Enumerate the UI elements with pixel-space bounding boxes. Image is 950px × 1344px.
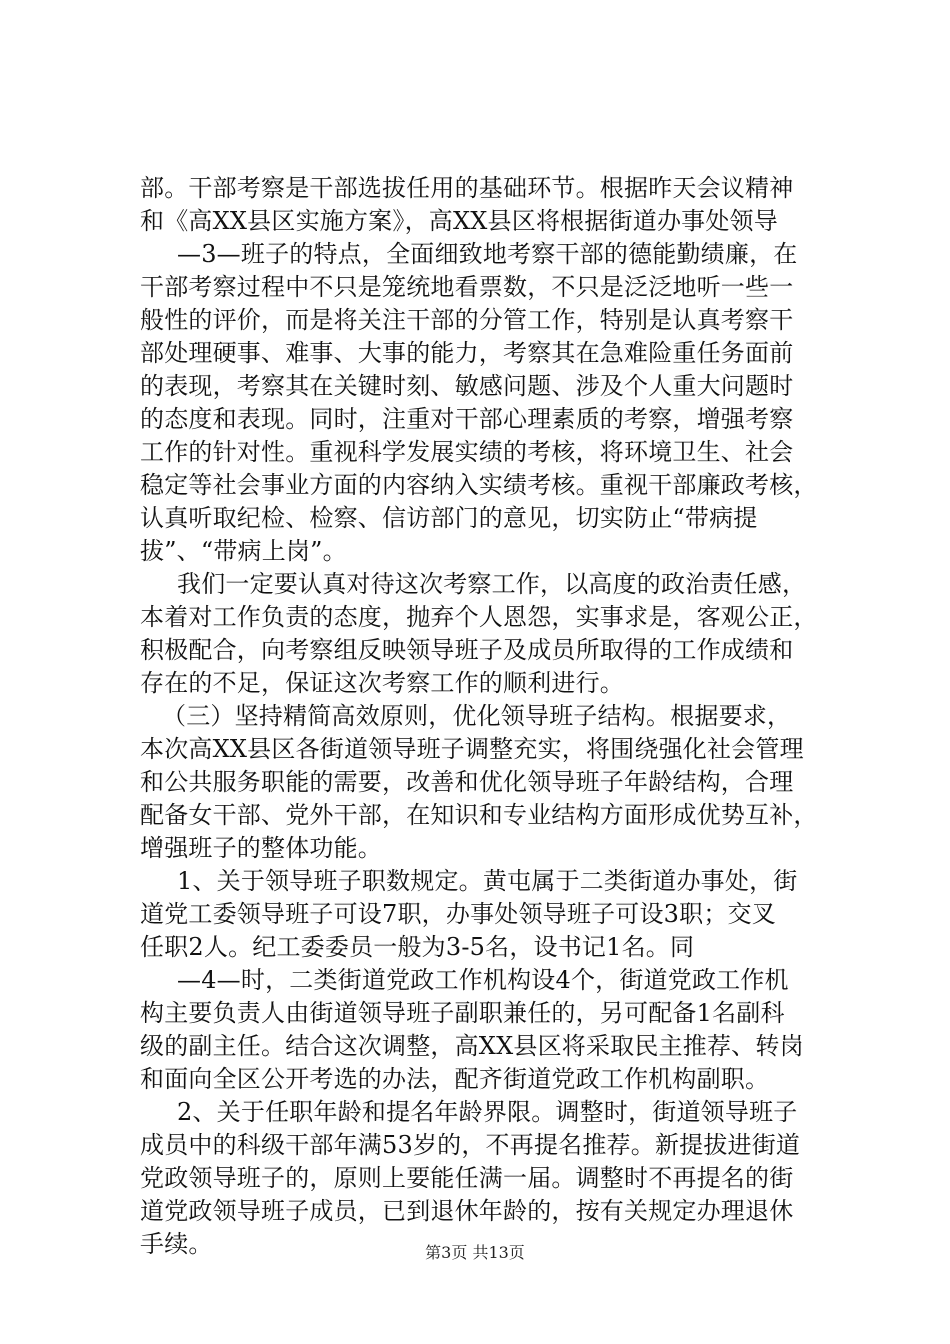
- text-line: 道党政领导班子成员，已到退休年龄的，按有关规定办理退休: [140, 1197, 794, 1225]
- text-line: 存在的不足，保证这次考察工作的顺利进行。: [140, 669, 624, 697]
- text-line: 我们一定要认真对待这次考察工作，以高度的政治责任感，: [177, 570, 807, 598]
- text-line: 认真听取纪检、检察、信访部门的意见，切实防止“带病提: [140, 504, 758, 532]
- text-line: 稳定等社会事业方面的内容纳入实绩考核。重视干部廉政考核，: [140, 471, 818, 499]
- text-line: 干部考察过程中不只是笼统地看票数，不只是泛泛地听一些一: [140, 273, 794, 301]
- text-line: 本次高XX县区各街道领导班子调整充实，将围绕强化社会管理: [140, 735, 804, 763]
- text-line: （三）坚持精简高效原则，优化领导班子结构。根据要求，: [162, 702, 792, 730]
- text-line: 拔”、“带病上岗”。: [140, 537, 347, 565]
- text-line: 本着对工作负责的态度，抛弃个人恩怨，实事求是，客观公正，: [140, 603, 818, 631]
- document-body: [140, 172, 830, 1261]
- text-line: 增强班子的整体功能。: [140, 834, 382, 862]
- text-line: 般性的评价，而是将关注干部的分管工作，特别是认真考察干: [140, 306, 794, 334]
- text-line: —3—班子的特点，全面细致地考察干部的德能勤绩廉，在: [177, 240, 798, 268]
- text-line: 手续。: [140, 1230, 213, 1258]
- text-line: 任职2人。纪工委委员一般为3-5名，设书记1名。同: [140, 933, 695, 961]
- text-line: 和《高XX县区实施方案》，高XX县区将根据街道办事处领导: [140, 207, 778, 235]
- text-line: 部处理硬事、难事、大事的能力，考察其在急难险重任务面前: [140, 339, 794, 367]
- text-line: 配备女干部、党外干部，在知识和专业结构方面形成优势互补，: [140, 801, 818, 829]
- page-footer: 第3页 共13页: [425, 1243, 525, 1262]
- text-line: 2、关于任职年龄和提名年龄界限。调整时，街道领导班子: [177, 1098, 798, 1126]
- text-line: 级的副主任。结合这次调整，高XX县区将采取民主推荐、转岗: [140, 1032, 804, 1060]
- text-line: 部。干部考察是干部选拔任用的基础环节。根据昨天会议精神: [140, 174, 794, 202]
- text-line: 积极配合，向考察组反映领导班子及成员所取得的工作成绩和: [140, 636, 794, 664]
- text-line: 的表现，考察其在关键时刻、敏感问题、涉及个人重大问题时: [140, 372, 794, 400]
- text-line: 党政领导班子的，原则上要能任满一届。调整时不再提名的街: [140, 1164, 794, 1192]
- text-line: 和面向全区公开考选的办法，配齐街道党政工作机构副职。: [140, 1065, 770, 1093]
- text-line: 1、关于领导班子职数规定。黄屯属于二类街道办事处，街: [177, 867, 798, 895]
- text-line: 的态度和表现。同时，注重对干部心理素质的考察，增强考察: [140, 405, 794, 433]
- text-line: 构主要负责人由街道领导班子副职兼任的，另可配备1名副科: [140, 999, 785, 1027]
- text-line: 道党工委领导班子可设7职，办事处领导班子可设3职；交叉: [140, 900, 776, 928]
- text-line: —4—时，二类街道党政工作机构设4个，街道党政工作机: [177, 966, 789, 994]
- text-line: 和公共服务职能的需要，改善和优化领导班子年龄结构，合理: [140, 768, 794, 796]
- text-line: 工作的针对性。重视科学发展实绩的考核，将环境卫生、社会: [140, 438, 794, 466]
- text-line: 成员中的科级干部年满53岁的，不再提名推荐。新提拔进街道: [140, 1131, 801, 1159]
